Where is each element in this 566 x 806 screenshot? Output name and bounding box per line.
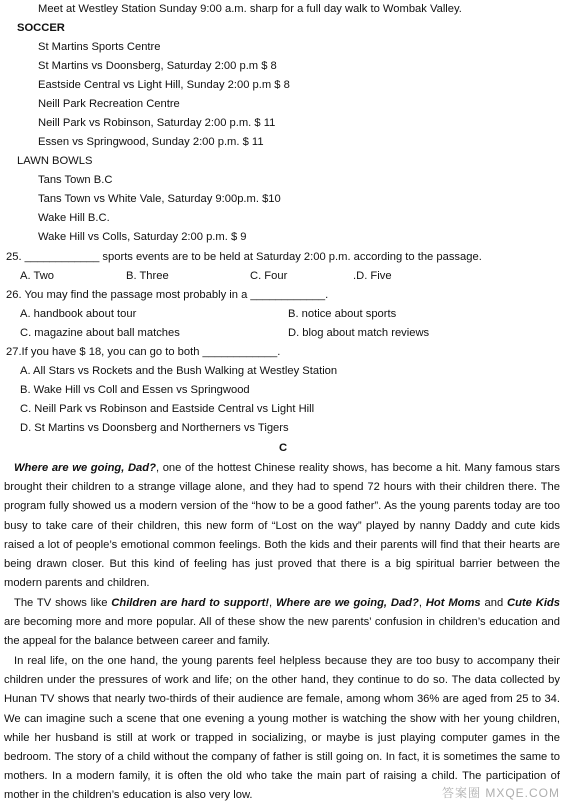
lawn-bowls-venue-1: Tans Town B.C: [38, 174, 113, 186]
question-25-option-d: .D. Five: [353, 270, 392, 282]
question-26-option-b: B. notice about sports: [288, 308, 397, 320]
question-27-option-a: A. All Stars vs Rockets and the Bush Walking at Westley Station: [20, 365, 338, 377]
soccer-venue-2: Neill Park Recreation Centre: [38, 98, 180, 110]
paragraph-text: The TV shows like: [14, 597, 112, 609]
show-title: Cute Kids: [507, 597, 560, 609]
show-title: Children are hard to support!: [111, 597, 270, 609]
question-27-option-c: C. Neill Park vs Robinson and Eastside Central vs Light Hill: [20, 403, 315, 415]
watermark-logo: 答案圈 MXQE.COM: [441, 786, 560, 800]
paragraph-text: ,: [418, 597, 426, 609]
paragraph-text: ,: [269, 597, 276, 609]
passage-paragraph-1: [4, 459, 560, 593]
lawn-bowls-heading: LAWN BOWLS: [17, 155, 93, 167]
soccer-match-3: Neill Park vs Robinson, Saturday 2:00 p.m. $ 11: [38, 117, 276, 129]
question-27-stem: 27.If you have $ 18, you can go to both ____________.: [6, 346, 281, 358]
question-25-stem: 25. ____________ sports events are to be held at Saturday 2:00 p.m. according to the passage.: [6, 251, 482, 263]
show-title: Where are we going, Dad?: [14, 462, 156, 474]
show-title: Where are we going, Dad?: [276, 597, 419, 609]
question-26-option-d: D. blog about match reviews: [288, 327, 430, 339]
question-25-option-a: A. Two: [20, 270, 54, 282]
question-25-option-b: B. Three: [126, 270, 169, 282]
soccer-match-4: Essen vs Springwood, Sunday 2:00 p.m. $ 11: [38, 136, 264, 148]
paragraph-text: are becoming more and more popular. All of these show the new parents’ confusion in children’s education and the appeal for the balance between career and family.: [4, 616, 560, 648]
lawn-bowls-match-2: Wake Hill vs Colls, Saturday 2:00 p.m. $ 9: [38, 231, 247, 243]
soccer-venue-1: St Martins Sports Centre: [38, 41, 161, 53]
lawn-bowls-match-1: Tans Town vs White Vale, Saturday 9:00p.m. $10: [38, 193, 281, 205]
passage-paragraph-2: [4, 594, 560, 652]
question-26-option-c: C. magazine about ball matches: [20, 327, 180, 339]
top-line: Meet at Westley Station Sunday 9:00 a.m. sharp for a full day walk to Wombak Valley.: [38, 3, 462, 15]
paragraph-text: In real life, on the one hand, the young parents feel helpless because they are too busy to accompany their children under the pressures of work and life; on the other hand, they continue to do so. The data collected by Hunan TV shows that nearly two-thirds of their audience are female, among whom 36% are aged from 25 to 34. We can imagine such a scene that one evening a young mother is watching the show with her young children, while her husband is still at work or trapped in socializing, or maybe is just playing computer games in the bedroom. The story of a child without the company of father is still going on. In fact, it is sometimes the same to mothers. In a modern family, it is often the old who take the main part of raising a child. The participation of mother in the children’s education is also very low.: [4, 655, 560, 802]
question-26-stem: 26. You may find the passage most probably in a ____________.: [6, 289, 329, 301]
section-c-heading: C: [278, 442, 288, 454]
question-27-option-d: D. St Martins vs Doonsberg and Northerners vs Tigers: [20, 422, 289, 434]
soccer-match-2: Eastside Central vs Light Hill, Sunday 2:00 p.m $ 8: [38, 79, 290, 91]
question-25-option-c: C. Four: [250, 270, 288, 282]
paragraph-text: , one of the hottest Chinese reality shows, has become a hit. Many famous stars brought their children to a strange village alone, and they had to spend 72 hours with their children there. The program fully showed us a modern version of the “how to be a good father”. As the young parents today are too busy to take care of their children, this new form of “Lost on the way” played by nanny Daddy and cute kids raised a lot of people’s emotional common feelings. Both the kids and their parents will find that their hearts are being drawn closer. But this kind of feeling has just proved that there is a big spiritual barrier between the modern parents and children.: [4, 462, 560, 590]
soccer-heading: SOCCER: [17, 22, 65, 34]
lawn-bowls-venue-2: Wake Hill B.C.: [38, 212, 110, 224]
soccer-match-1: St Martins vs Doonsberg, Saturday 2:00 p.m $ 8: [38, 60, 277, 72]
show-title: Hot Moms: [425, 597, 481, 609]
passage-paragraph-3: [4, 652, 560, 806]
paragraph-text: and: [480, 597, 508, 609]
question-26-option-a: A. handbook about tour: [20, 308, 137, 320]
question-27-option-b: B. Wake Hill vs Coll and Essen vs Springwood: [20, 384, 250, 396]
